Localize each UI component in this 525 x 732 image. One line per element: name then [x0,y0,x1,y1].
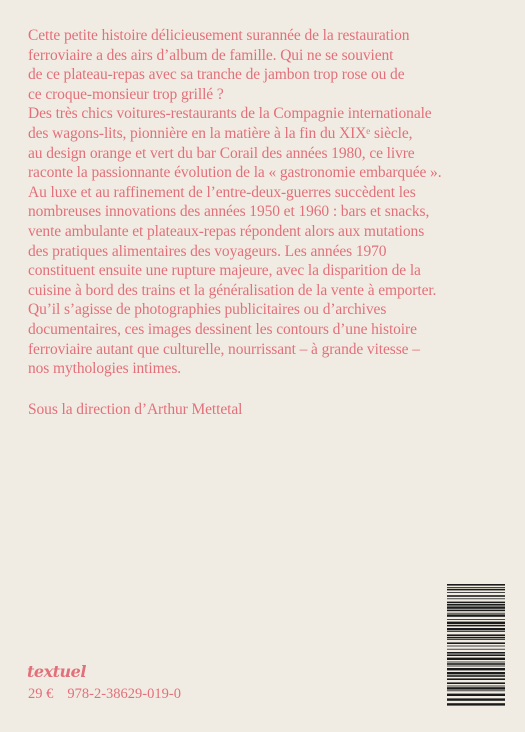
blurb-line: constituent ensuite une rupture majeure, avec la disparition de la [28,262,421,280]
isbn: 978-2-38629-019-0 [67,686,181,702]
blurb-line: des pratiques alimentaires des voyageurs. Les années 1970 [28,242,387,260]
blurb-line: ce croque-monsieur trop grillé ? [28,85,224,103]
editor-credit: Sous la direction d’Arthur Mettetal [28,400,243,418]
blurb-line: Au luxe et au raffinement de l’entre-deux-guerres succèdent les [28,183,416,201]
blurb-line: Qu’il s’agisse de photographies publicitaires ou d’archives [28,301,387,319]
blurb-line: vente ambulante et plateaux-repas répondent alors aux mutations [28,222,425,240]
publisher-logo: textuel [27,662,86,681]
blurb-line: Des très chics voitures-restaurants de la Compagnie internationale [28,105,432,123]
blurb-line: documentaires, ces images dessinent les contours d’une histoire [28,320,417,338]
blurb-line: au design orange et vert du bar Corail des années 1980, ce livre [28,144,415,162]
blurb-line: nombreuses innovations des années 1950 et 1960 : bars et snacks, [28,203,430,221]
blurb-line: ferroviaire autant que culturelle, nourrissant – à grande vitesse – [28,340,420,358]
blurb-line: ferroviaire a des airs d’album de famille. Qui ne se souvient [28,46,394,64]
price-isbn-line [28,686,195,703]
blurb-text [28,26,508,379]
blurb-line: cuisine à bord des trains et la généralisation de la vente à emporter. [28,281,437,299]
blurb-line: raconte la passionnante évolution de la « gastronomie embarquée ». [28,164,442,182]
blurb-line: Cette petite histoire délicieusement surannée de la restauration [28,27,410,44]
price: 29 € [28,686,54,702]
back-cover-blurb [28,26,508,419]
blurb-line: nos mythologies intimes. [28,360,182,378]
blurb-line: de ce plateau-repas avec sa tranche de jambon trop rose ou de [28,66,405,84]
blurb-line: des wagons-lits, pionnière en la matière à la fin du XIXᵉ siècle, [28,124,413,142]
isbn-barcode-icon [447,584,505,706]
